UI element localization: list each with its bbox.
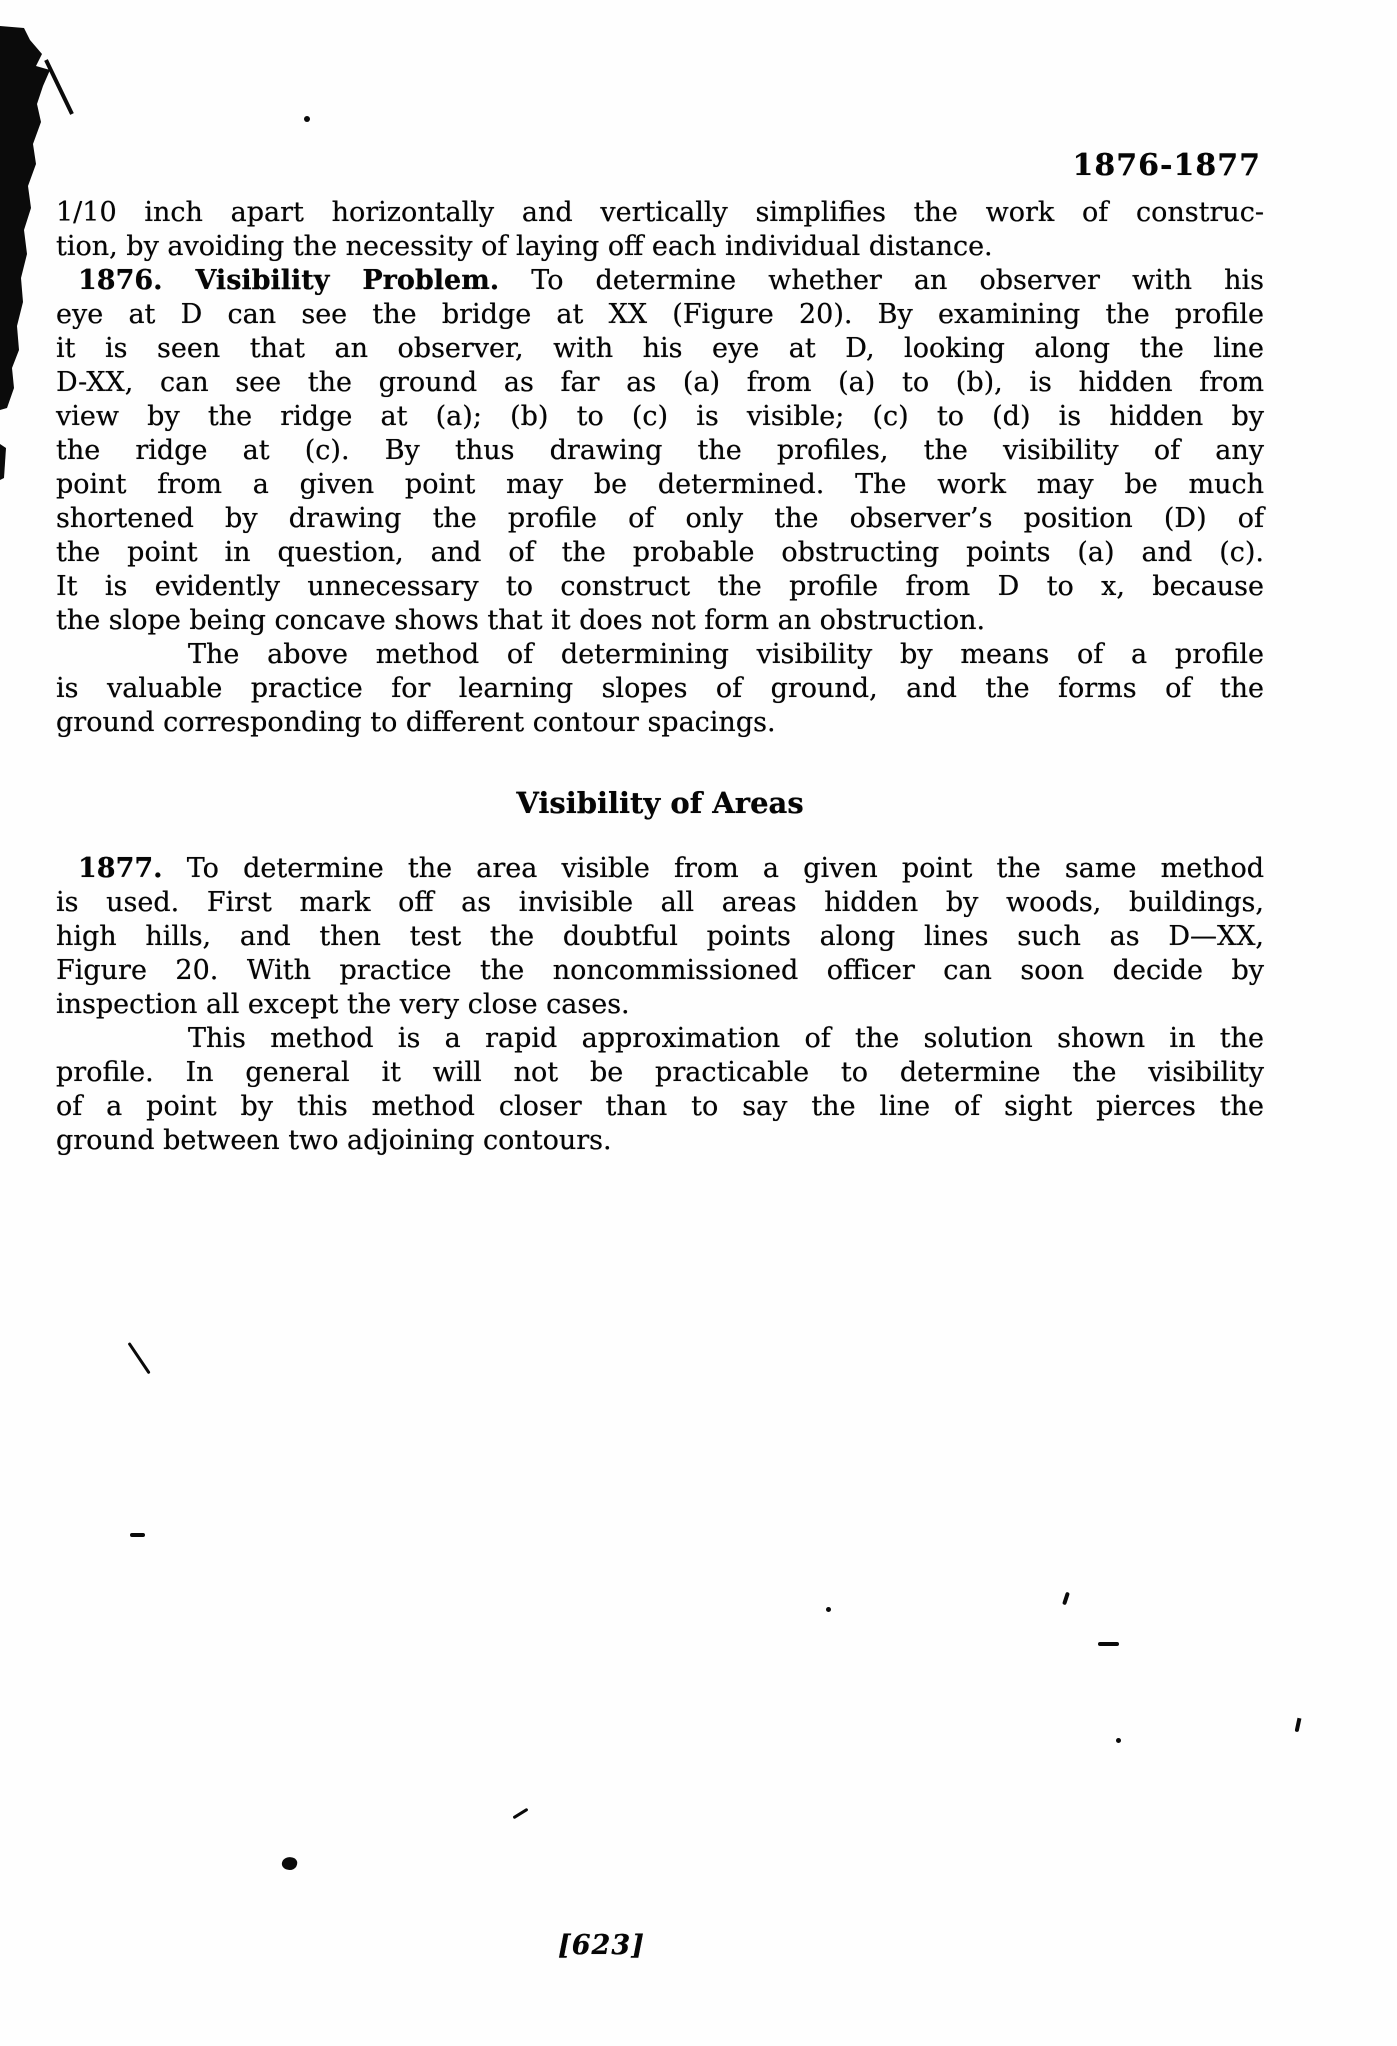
text-line: ground corresponding to different contour spacings. xyxy=(56,707,776,738)
speck-dot xyxy=(1116,1738,1121,1743)
text-line: the point in question, and of the probable obstructing points (a) and (c). xyxy=(56,537,1264,568)
text-line: point from a given point may be determined. The work may be much xyxy=(56,469,1264,500)
page-number: [623] xyxy=(558,1930,645,1961)
speck-dot xyxy=(304,116,310,122)
paragraph xyxy=(56,196,1264,264)
text-line: Figure 20. With practice the noncommissioned officer can soon decide by xyxy=(56,955,1264,986)
text-line: shortened by drawing the profile of only the observer’s position (D) of xyxy=(56,503,1264,534)
text-line: of a point by this method closer than to say the line of sight pierces the xyxy=(56,1091,1264,1122)
scratch-mark xyxy=(128,1342,151,1374)
text-line: view by the ridge at (a); (b) to (c) is visible; (c) to (d) is hidden by xyxy=(56,401,1264,432)
text-line: is valuable practice for learning slopes of ground, and the forms of the xyxy=(56,673,1264,704)
text-line: The above method of determining visibility by means of a profile xyxy=(188,639,1264,670)
section-heading: Visibility of Areas xyxy=(516,786,804,820)
paragraph-lead-bold: 1877. xyxy=(78,853,163,884)
paragraph xyxy=(56,852,1264,1022)
text-line: eye at D can see the bridge at XX (Figure 20). By examining the profile xyxy=(56,299,1264,330)
paragraph xyxy=(56,638,1264,740)
speck-comma xyxy=(1295,1718,1302,1733)
text-line: 1876. Visibility Problem. To determine whether an observer with his xyxy=(78,265,1264,296)
scratch-mark xyxy=(512,1808,528,1820)
text-line: This method is a rapid approximation of the solution shown in the xyxy=(188,1023,1264,1054)
speck-dash xyxy=(130,1533,145,1537)
text-line: tion, by avoiding the necessity of laying off each individual distance. xyxy=(56,231,993,262)
body-text-column xyxy=(56,196,1264,1158)
text-line: is used. First mark off as invisible all areas hidden by woods, buildings, xyxy=(56,887,1264,918)
text-line: profile. In general it will not be practicable to determine the visibility xyxy=(56,1057,1264,1088)
text-line: the slope being concave shows that it does not form an obstruction. xyxy=(56,605,986,636)
text-line: ground between two adjoining contours. xyxy=(56,1125,612,1156)
text-line: inspection all except the very close cases. xyxy=(56,989,630,1020)
text-line: it is seen that an observer, with his eye at D, looking along the line xyxy=(56,333,1264,364)
speck-dot xyxy=(826,1607,831,1612)
speck-dash xyxy=(1098,1642,1119,1646)
text-line: It is evidently unnecessary to construct the profile from D to x, because xyxy=(56,571,1264,602)
text-line: high hills, and then test the doubtful points along lines such as D—XX, xyxy=(56,921,1264,952)
speck-blob xyxy=(281,1855,299,1871)
paragraph xyxy=(56,264,1264,638)
speck-tick xyxy=(1062,1592,1070,1606)
paragraph-lead-bold: 1876. Visibility Problem. xyxy=(78,265,500,296)
text-line: D-XX, can see the ground as far as (a) from (a) to (b), is hidden from xyxy=(56,367,1264,398)
text-line: 1877. To determine the area visible from a given point the same method xyxy=(78,853,1264,884)
running-head-paragraph-range: 1876-1877 xyxy=(1072,148,1261,183)
text-line: 1/10 inch apart horizontally and vertically simplifies the work of construc- xyxy=(56,197,1264,228)
paragraph xyxy=(56,1022,1264,1158)
text-line: the ridge at (c). By thus drawing the profiles, the visibility of any xyxy=(56,435,1264,466)
